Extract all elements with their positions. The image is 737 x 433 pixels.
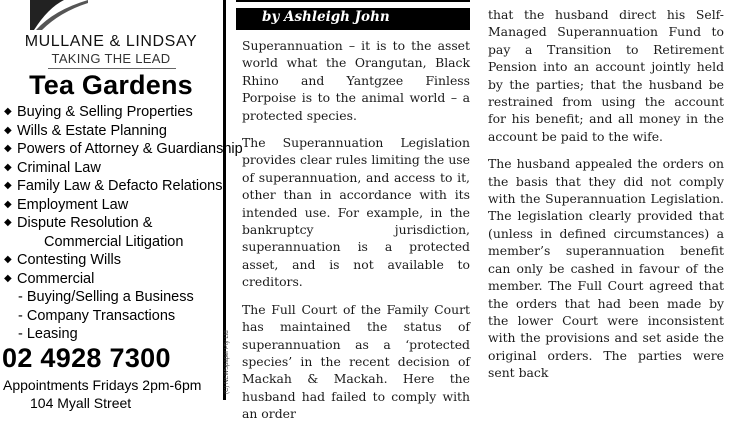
vertical-credit: (C) NEWSpaper Pty Ltd	[224, 330, 230, 394]
service-item	[4, 288, 226, 307]
article-column-1	[242, 37, 470, 433]
bullet-diamond-icon: ◆	[4, 180, 12, 191]
service-label: Criminal Law	[17, 159, 101, 176]
tagline-divider	[48, 68, 176, 69]
bullet-diamond-icon: ◆	[4, 272, 12, 284]
bullet-diamond-icon: ◆	[4, 254, 12, 265]
firm-name: MULLANE & LINDSAY	[24, 33, 198, 50]
phone-number: 02 4928 7300	[2, 343, 171, 373]
service-item	[4, 325, 226, 344]
article-paragraph: Superannuation – it is to the asset world what the Orangutan, Black Rhino and Yantgzee Finless Porpoise is to the animal world – a protected species.	[242, 38, 470, 123]
service-label: Commercial	[17, 270, 95, 287]
article-paragraph: The husband appealed the orders on the basis that they did not comply with the Superannuation Legislation. The legislation clearly provided that (unless in defined circumstances) a member’s superannuation benefit can only be cashed in favour of the member. The Full Court agreed that the orders that had been made by the lower Court were inconsistent with the provisions and set aside the original orders. The parties were sent back	[488, 156, 724, 381]
service-label: Employment Law	[17, 196, 129, 213]
service-label: Powers of Attorney & Guardianship	[17, 141, 243, 157]
service-item	[4, 122, 226, 141]
service-label: Dispute Resolution &	[17, 215, 153, 231]
article-column-2	[488, 6, 724, 392]
service-item	[4, 177, 226, 196]
service-label: Wills & Estate Planning	[17, 122, 167, 139]
service-item	[4, 307, 226, 326]
service-label: Contesting Wills	[17, 252, 121, 268]
service-item	[4, 214, 226, 233]
appointment-hours: Appointments Fridays 2pm-6pm	[3, 377, 202, 393]
bullet-diamond-icon: ◆	[4, 143, 12, 154]
bullet-diamond-icon: ◆	[4, 217, 12, 228]
article-paragraph: The Full Court of the Family Court has maintained the status of superannuation as a ‘protected species’ in the recent decision of Mackah & Mackah. Here the husband had failed to comply with an order	[242, 301, 470, 422]
article-paragraph: that the husband direct his Self-Managed Superannuation Fund to pay a Transition to Retirement Pension into an account jointly held by the parties; that the husband be restrained from using the account for his benefit; and all money in the account be paid to the wife.	[488, 7, 724, 144]
service-item	[4, 251, 226, 270]
logo-swoosh-icon	[30, 0, 88, 30]
bullet-diamond-icon: ◆	[4, 106, 12, 117]
service-item	[4, 233, 226, 252]
service-label: - Company Transactions	[18, 307, 176, 324]
article-byline: by Ashleigh John	[262, 9, 390, 25]
service-item	[4, 270, 226, 289]
firm-tagline: TAKING THE LEAD	[51, 51, 171, 66]
service-label: - Buying/Selling a Business	[18, 289, 194, 305]
office-location-title: Tea Gardens	[29, 70, 193, 100]
bullet-diamond-icon: ◆	[4, 124, 12, 136]
street-address: 104 Myall Street	[30, 395, 132, 411]
bullet-diamond-icon: ◆	[4, 198, 12, 210]
column-top-rule	[236, 0, 470, 2]
service-label: - Leasing	[18, 326, 78, 342]
bullet-diamond-icon: ◆	[4, 161, 12, 173]
article-paragraph: The Superannuation Legislation provides clear rules limiting the use of superannuation, and access to it, other than in accordance with its intended use. For example, in the bankruptcy jurisdiction, superannuation is a protected asset, and is not available to creditors.	[242, 135, 470, 290]
service-item	[4, 159, 226, 178]
service-item	[4, 196, 226, 215]
service-label: Commercial Litigation	[44, 233, 184, 250]
service-label: Family Law & Defacto Relations	[17, 178, 223, 194]
service-item	[4, 103, 226, 122]
services-list	[4, 103, 243, 344]
service-item	[4, 140, 243, 159]
service-label: Buying & Selling Properties	[17, 104, 193, 120]
